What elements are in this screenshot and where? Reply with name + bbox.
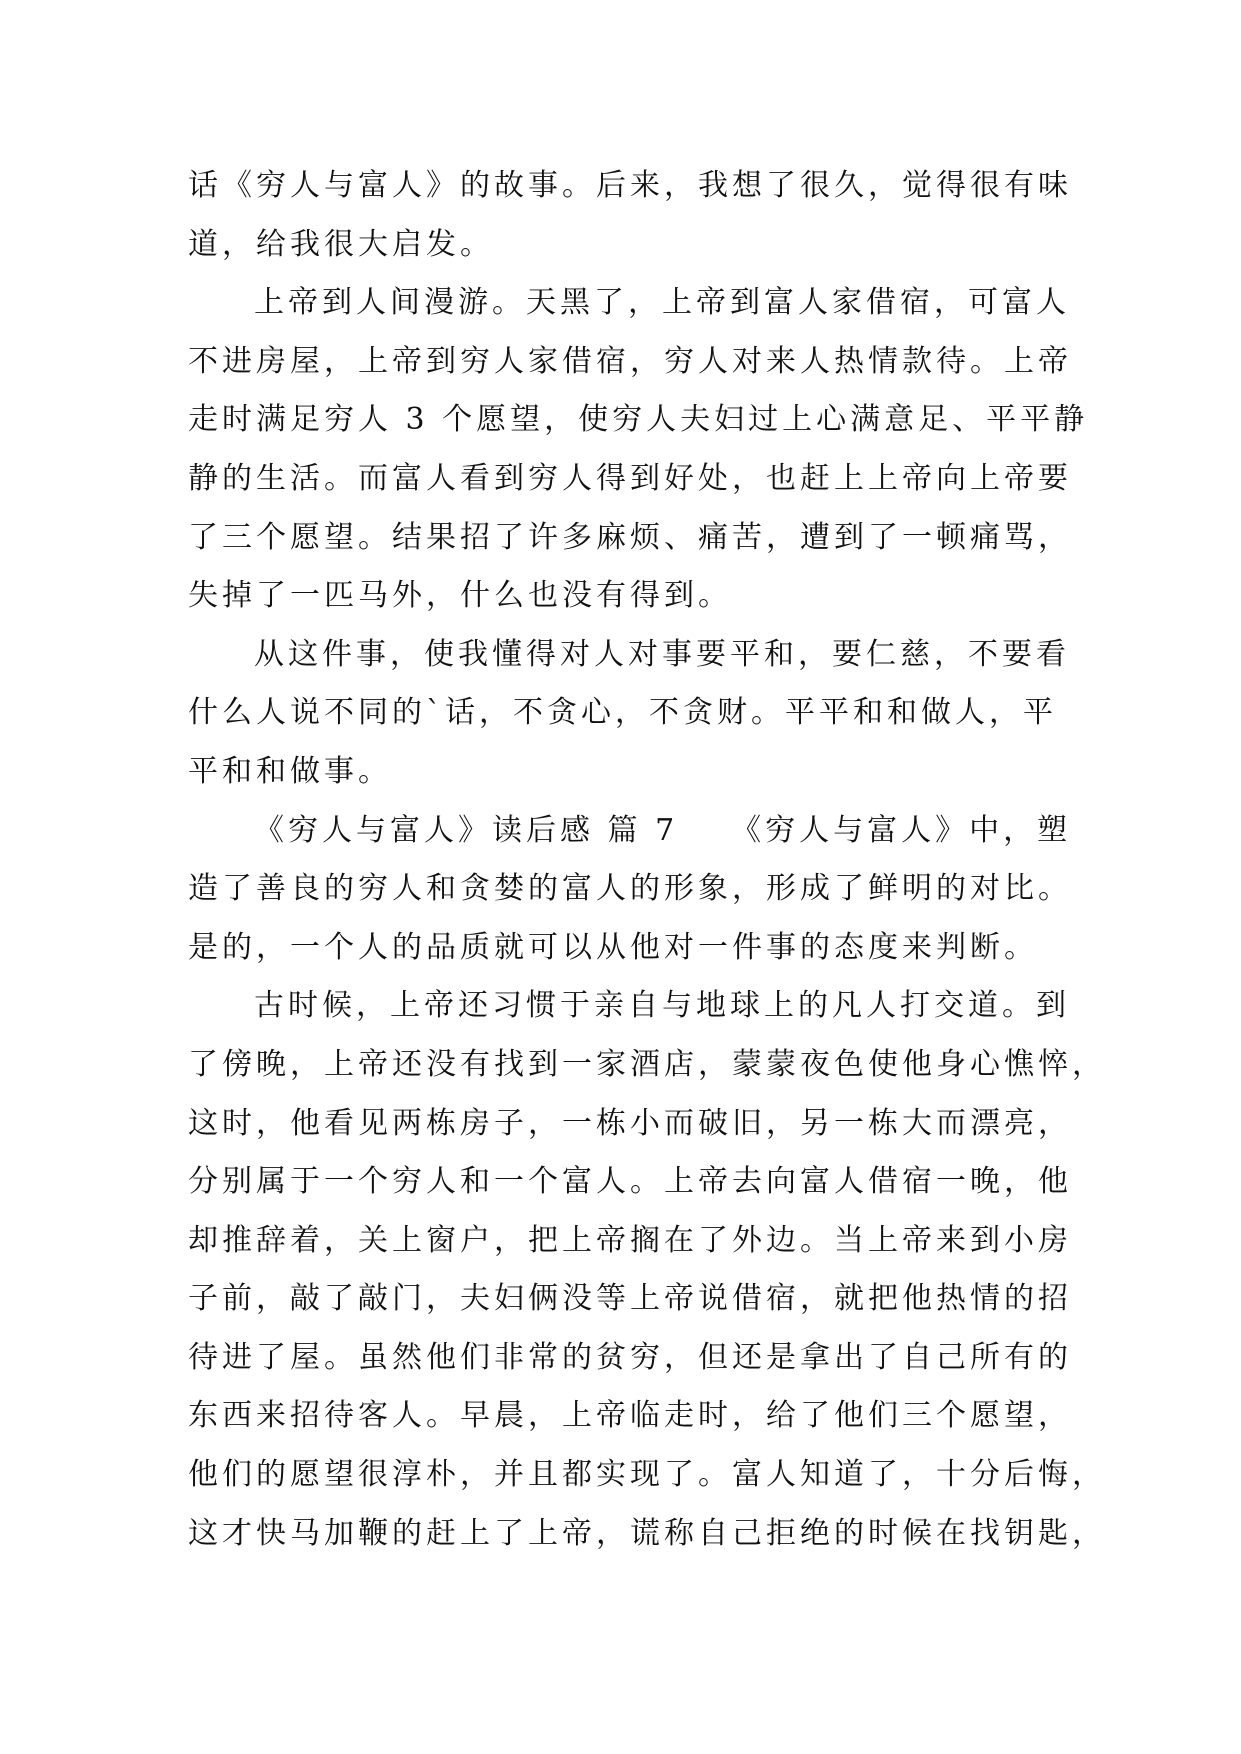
text-line: 子前，敲了敲门，夫妇俩没等上帝说借宿，就把他热情的招 (188, 1281, 1072, 1317)
text-line: 话《穷人与富人》的故事。后来，我想了很久，觉得很有味 (188, 168, 1072, 203)
text-line: 走时满足穷人 3 个愿望，使穷人夫妇过上心满意足、平平静 (188, 402, 1089, 438)
text-line: 什么人说不同的`话，不贪心，不贪财。平平和和做人，平 (188, 695, 1057, 731)
paragraph-start-line: 从这件事，使我懂得对人对事要平和，要仁慈，不要看 (254, 636, 1070, 672)
document-body (188, 157, 1106, 1563)
text-line: 这才快马加鞭的赶上了上帝，谎称自己拒绝的时候在找钥匙， (188, 1515, 1106, 1551)
text-line: 待进了屋。虽然他们非常的贫穷，但还是拿出了自己所有的 (188, 1339, 1072, 1375)
text-line: 平和和做事。 (188, 753, 392, 789)
text-line: 却推辞着，关上窗户，把上帝搁在了外边。当上帝来到小房 (188, 1222, 1072, 1258)
text-line: 造了善良的穷人和贪婪的富人的形象，形成了鲜明的对比。 (188, 871, 1072, 907)
paragraph-start-line: 古时候，上帝还习惯于亲自与地球上的凡人打交道。到 (254, 988, 1070, 1024)
text-line: 了三个愿望。结果招了许多麻烦、痛苦，遭到了一顿痛骂， (188, 519, 1072, 555)
text-line: 这时，他看见两栋房子，一栋小而破旧，另一栋大而漂亮， (188, 1105, 1072, 1141)
text-line: 东西来招待客人。早晨，上帝临走时，给了他们三个愿望， (188, 1398, 1072, 1434)
text-line: 是的，一个人的品质就可以从他对一件事的态度来判断。 (188, 929, 1038, 965)
text-line: 失掉了一匹马外，什么也没有得到。 (188, 578, 732, 614)
text-line: 分别属于一个穷人和一个富人。上帝去向富人借宿一晚，他 (188, 1164, 1072, 1200)
paragraph-start-line: 上帝到人间漫游。天黑了，上帝到富人家借宿，可富人 (254, 285, 1070, 321)
text-line: 道，给我很大启发。 (188, 226, 494, 262)
text-line: 静的生活。而富人看到穷人得到好处，也赶上上帝向上帝要 (188, 460, 1072, 496)
section-heading-line: 《穷人与富人》读后感 篇 7 《穷人与富人》中，塑 (254, 812, 1072, 848)
text-line: 不进房屋，上帝到穷人家借宿，穷人对来人热情款待。上帝 (188, 343, 1072, 379)
text-line: 他们的愿望很淳朴，并且都实现了。富人知道了，十分后悔， (188, 1457, 1106, 1493)
text-line: 了傍晚，上帝还没有找到一家酒店，蒙蒙夜色使他身心憔悴， (188, 1046, 1106, 1082)
